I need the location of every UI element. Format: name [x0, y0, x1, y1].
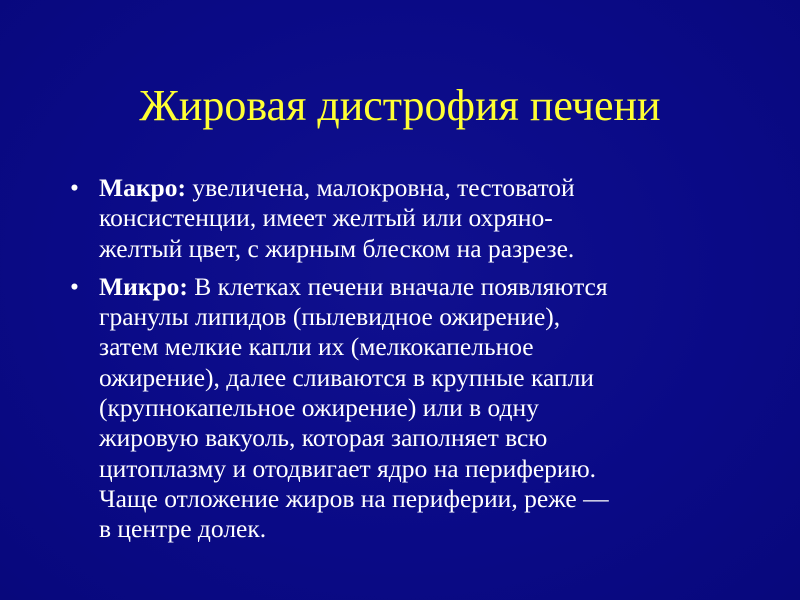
- bullet-text-line: гранулы липидов (пылевидное ожирение),: [99, 302, 561, 332]
- bullet-text-line: жировую вакуоль, которая заполняет всю: [99, 423, 548, 453]
- bullet-text-line: в центре долек.: [99, 514, 267, 544]
- bullet-text-line: Чаще отложение жиров на периферии, реже —: [99, 483, 609, 513]
- bullet-text-line: цитоплазму и отодвигает ядро на периферию.: [99, 453, 596, 483]
- bullet-text-line: консистенции, имеет желтый или охряно-: [99, 203, 553, 233]
- bullet-text-line: увеличена, малокровна, тестоватой: [192, 173, 575, 202]
- slide-title: Жировая дистрофия печени: [139, 81, 661, 130]
- bullet-item-micro: [70, 272, 730, 545]
- bullet-text-line: (крупнокапельное ожирение) или в одну: [99, 393, 539, 423]
- bullet-marker: •: [70, 173, 79, 202]
- bullet-marker: •: [70, 271, 79, 301]
- bullet-text-line: ожирение), далее сливаются в крупные капли: [99, 362, 594, 392]
- bullet-term: Макро:: [99, 173, 186, 202]
- bullet-term: Микро:: [99, 271, 188, 301]
- bullet-item-macro: [70, 173, 730, 264]
- bullet-text-line: В клетках печени вначале появляются: [194, 271, 608, 301]
- bullet-list: [70, 173, 730, 553]
- bullet-text-line: затем мелкие капли их (мелкокапельное: [99, 332, 534, 362]
- bullet-text-line: желтый цвет, с жирным блеском на разрезе.: [99, 233, 575, 263]
